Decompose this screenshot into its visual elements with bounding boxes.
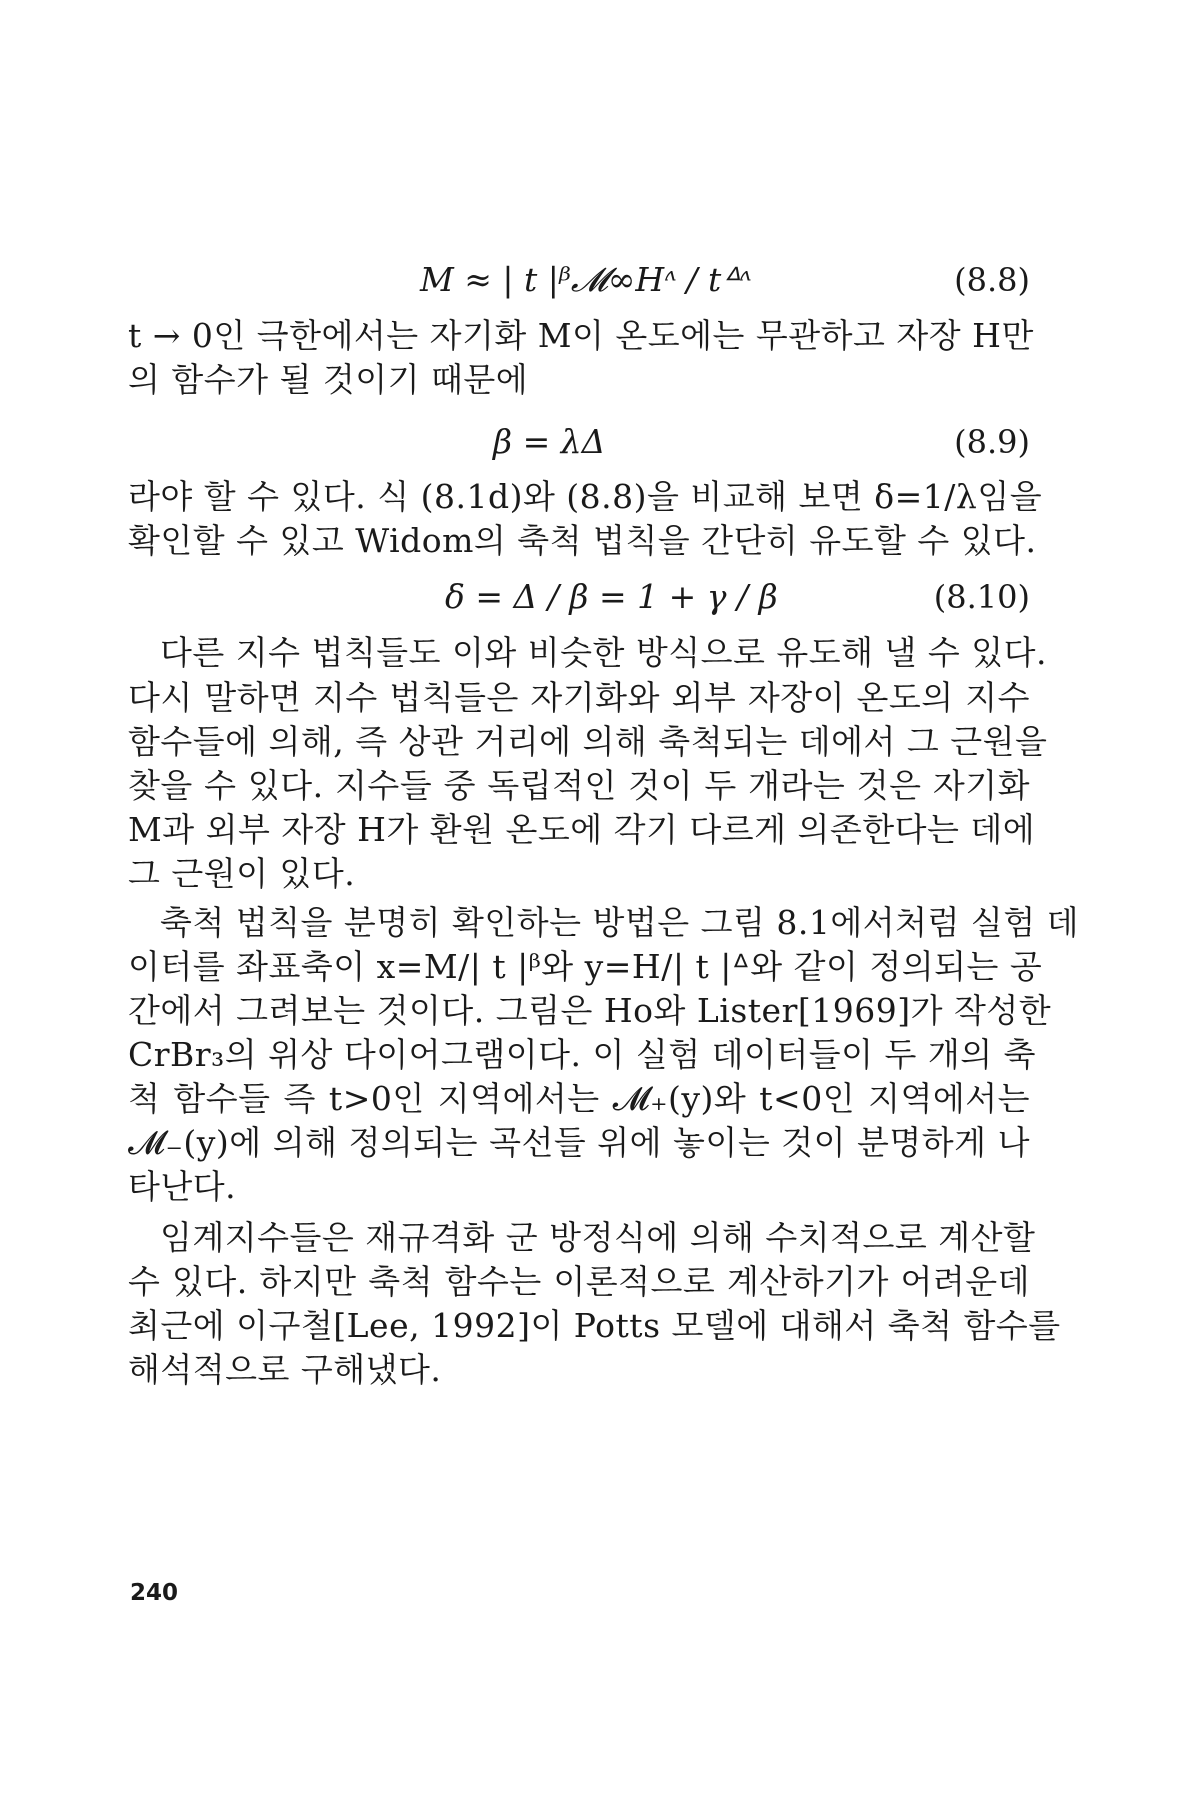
text-line-4: 확인할 수 있고 Widom의 축척 법칙을 간단히 유도할 수 있다. [128, 521, 1037, 560]
equation-8-9: β = λΔ [493, 422, 606, 461]
text-line-19: 수 있다. 하지만 축척 함수는 이론적으로 계산하기가 어려운데 [128, 1262, 1030, 1301]
equation-number-8-8: (8.8) [954, 261, 1030, 299]
text-line-11: 축척 법칙을 분명히 확인하는 방법은 그림 8.1에서처럼 실험 데 [160, 903, 1079, 942]
text-line-5: 다른 지수 법칙들도 이와 비슷한 방식으로 유도해 낼 수 있다. [160, 633, 1047, 672]
text-line-8: 찾을 수 있다. 지수들 중 독립적인 것이 두 개라는 것은 자기화 [128, 766, 1030, 805]
page-number: 240 [130, 1580, 179, 1606]
text-line-10: 그 근원이 있다. [128, 854, 356, 893]
text-line-15: 척 함수들 즉 t>0인 지역에서는 𝓜₊(y)와 t<0인 지역에서는 [128, 1079, 1030, 1118]
text-line-1: t → 0인 극한에서는 자기화 M이 온도에는 무관하고 자장 H만 [128, 316, 1034, 355]
text-line-9: M과 외부 자장 H가 환원 온도에 각기 다르게 의존한다는 데에 [128, 810, 1036, 849]
text-line-18: 임계지수들은 재규격화 군 방정식에 의해 수치적으로 계산할 [160, 1218, 1036, 1257]
text-line-7: 함수들에 의해, 즉 상관 거리에 의해 축척되는 데에서 그 근원을 [128, 722, 1048, 761]
equation-8-8: M ≈ | t |ᵝ𝓜∞Hᶺ / tᐞᶺ [420, 260, 751, 299]
text-line-2: 의 함수가 될 것이기 때문에 [128, 360, 529, 399]
text-line-17: 타난다. [128, 1167, 237, 1206]
equation-number-8-10: (8.10) [933, 578, 1030, 616]
equation-number-8-9: (8.9) [954, 423, 1030, 461]
text-line-21: 해석적으로 구해냈다. [128, 1350, 442, 1389]
equation-8-10: δ = Δ / β = 1 + γ / β [445, 577, 778, 616]
text-line-6: 다시 말하면 지수 법칙들은 자기화와 외부 자장이 온도의 지수 [128, 678, 1030, 717]
text-line-20: 최근에 이구철[Lee, 1992]이 Potts 모델에 대해서 축척 함수를 [128, 1306, 1061, 1345]
text-line-16: 𝓜₋(y)에 의해 정의되는 곡선들 위에 놓이는 것이 분명하게 나 [128, 1123, 1030, 1162]
text-line-14: CrBr₃의 위상 다이어그램이다. 이 실험 데이터들이 두 개의 축 [128, 1035, 1037, 1074]
text-line-3: 라야 할 수 있다. 식 (8.1d)와 (8.8)을 비교해 보면 δ=1/λ임을 [128, 477, 1043, 516]
text-line-13: 간에서 그려보는 것이다. 그림은 Ho와 Lister[1969]가 작성한 [128, 991, 1052, 1030]
text-line-12: 이터를 좌표축이 x=M/| t |ᵝ와 y=H/| t |ᐞ와 같이 정의되는 공 [128, 947, 1043, 986]
